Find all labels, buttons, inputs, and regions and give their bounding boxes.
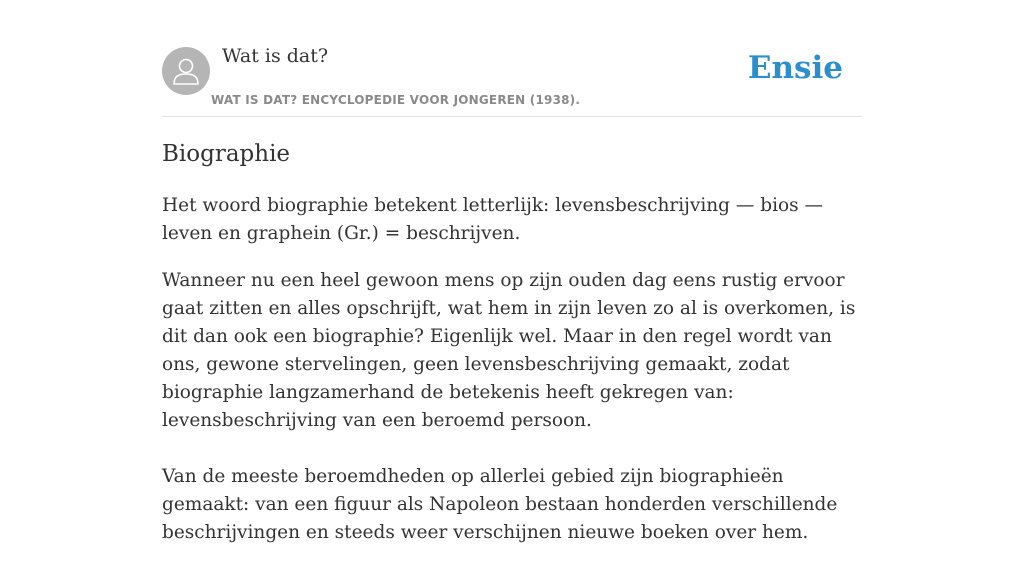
article-paragraph: Wanneer nu een heel gewoon mens op zijn ouden dag eens rustig ervoor gaat zitten en alles opschrijft, wat hem in zijn leven zo al is overkomen, is dit dan ook een biographie? Eigenlijk wel. Maar in den regel wordt van ons, gewone stervelingen, geen levensbeschrijving gemaakt, zodat biographie langzamerhand de betekenis heeft gekregen van: levensbeschrijving van een beroemd persoon. (162, 270, 856, 431)
article-body (162, 138, 862, 566)
ensie-logo[interactable]: Ensie (747, 50, 843, 86)
article-paragraph: Het woord biographie betekent letterlijk: levensbeschrijving — bios — leven en graphein (Gr.) = beschrijven. (162, 195, 824, 244)
user-icon[interactable] (162, 47, 210, 95)
source-title[interactable]: Wat is dat? (222, 45, 329, 67)
article-title: Biographie (162, 141, 291, 167)
source-subtitle[interactable]: WAT IS DAT? ENCYCLOPEDIE VOOR JONGEREN (1938). (211, 93, 581, 107)
article-paragraph: Van de meeste beroemdheden op allerlei gebied zijn biographieën gemaakt: van een figuur als Napoleon bestaan honderden verschillende beschrijvingen en steeds weer verschijnen nieuwe boeken over hem. (162, 466, 838, 543)
source-header (162, 0, 862, 117)
